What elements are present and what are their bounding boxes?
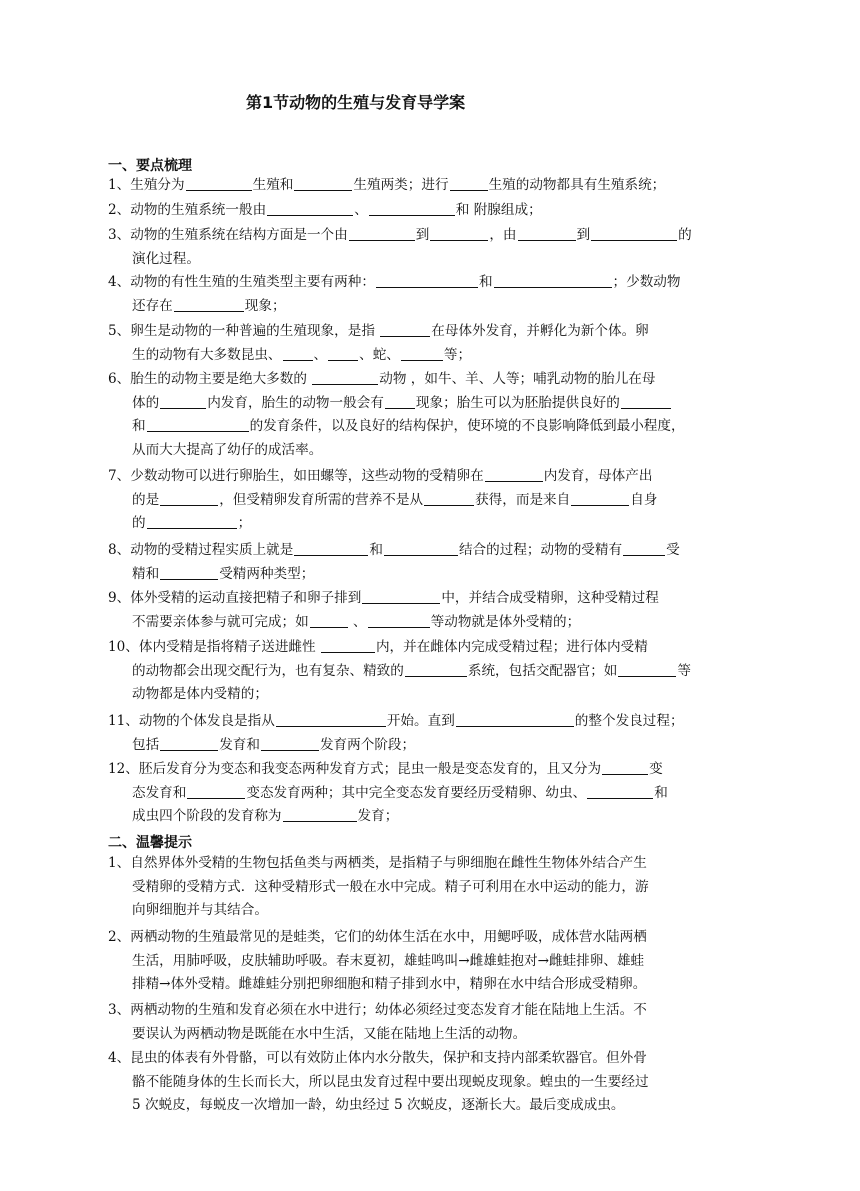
fill-blank[interactable] — [174, 296, 244, 312]
section-heading-key-points: 一、要点梳理 — [108, 158, 192, 174]
key-point-12 — [108, 758, 756, 829]
fill-blank[interactable] — [623, 540, 665, 556]
text-segment: 3、动物的生殖系统在结构方面是一个由 — [108, 227, 348, 243]
text-segment: 5、卵生是动物的一种普遍的生殖现象，是指 — [108, 323, 375, 339]
text-segment: 9、体外受精的运动直接把精子和卵子排到 — [108, 590, 362, 606]
fill-blank[interactable] — [267, 200, 353, 216]
text-segment: 变 — [649, 761, 663, 777]
fill-blank[interactable] — [369, 200, 455, 216]
fill-blank[interactable] — [160, 564, 218, 580]
text-segment: 到 — [576, 227, 591, 243]
key-point-4 — [108, 271, 756, 318]
text-segment: 受精两种类型； — [219, 565, 315, 582]
text-segment: 从而大大提高了幼仔的成活率。 — [132, 441, 323, 458]
fill-blank[interactable] — [430, 225, 488, 241]
text-segment: 的动物都会出现交配行为，也有复杂、精致的 — [132, 662, 404, 679]
fill-blank[interactable] — [401, 345, 443, 361]
text-line: 5 次蜕皮，每蜕皮一次增加一龄，幼虫经过 5 次蜕皮，逐渐长大。最后变成成虫。 — [132, 1097, 625, 1113]
text-segment: 7、少数动物可以进行卵胎生，如田螺等，这些动物的受精卵在 — [108, 468, 484, 484]
text-line: 3、两栖动物的生殖和发育必须在水中进行；幼体必须经过变态发育才能在陆地上生活。不 — [108, 1002, 647, 1018]
text-segment: 8、动物的受精过程实质上就是 — [108, 542, 294, 558]
text-segment: 的发育条件，以及良好的结构保护，使环境的不良影响降低到最小程度， — [249, 418, 685, 434]
text-line: 1、自然界体外受精的生物包括鱼类与两栖类，是指精子与卵细胞在雌性生物体外结合产生 — [108, 855, 647, 871]
text-line: 要误认为两栖动物是既能在水中生活，又能在陆地上生活的动物。 — [132, 1025, 527, 1042]
fill-blank[interactable] — [424, 490, 474, 506]
fill-blank[interactable] — [456, 711, 574, 727]
text-segment: 生的动物有大多数昆虫、 — [132, 346, 282, 363]
fill-blank[interactable] — [618, 661, 676, 677]
text-segment: 内发育，胎生的动物一般会有 — [207, 394, 384, 411]
fill-blank[interactable] — [405, 661, 467, 677]
tip-2 — [108, 926, 756, 997]
text-segment: 不需要亲体参与就可完成；如 — [132, 613, 309, 630]
fill-blank[interactable] — [376, 272, 478, 288]
fill-blank[interactable] — [294, 175, 352, 191]
text-segment: 、 — [354, 202, 368, 218]
text-segment: 和 — [369, 542, 383, 558]
key-point-9 — [108, 587, 756, 634]
text-segment: 受 — [666, 542, 680, 558]
key-point-2 — [108, 199, 756, 223]
fill-blank[interactable] — [261, 735, 319, 751]
text-line: 2、两栖动物的生殖最常见的是蛙类，它们的幼体生活在水中，用鳃呼吸，成体营水陆两栖 — [108, 929, 647, 945]
fill-blank[interactable] — [321, 637, 375, 653]
text-segment: 内，并在雌体内完成受精过程；进行体内受精 — [375, 639, 648, 655]
text-segment: 现象； — [244, 297, 286, 314]
text-segment: 的是 — [132, 491, 160, 508]
text-segment: 6、胎生的动物主要是绝大多数的 — [108, 371, 307, 387]
fill-blank[interactable] — [380, 321, 430, 337]
fill-blank[interactable] — [310, 612, 348, 628]
page-title: 第1节动物的生殖与发育导学案 — [246, 93, 466, 112]
fill-blank[interactable] — [571, 490, 629, 506]
text-segment: 变态发育两种；其中完全变态发育要经历受精卵、幼虫、 — [246, 784, 587, 801]
text-segment: 和 附腺组成； — [455, 202, 542, 218]
text-segment: 生殖的动物都具有生殖系统； — [488, 177, 666, 193]
fill-blank[interactable] — [160, 393, 206, 409]
text-segment: 和 — [478, 274, 493, 290]
text-segment: 还存在 — [132, 297, 173, 314]
fill-blank[interactable] — [294, 540, 368, 556]
text-line: 向卵细胞并与其结合。 — [132, 902, 268, 918]
fill-blank[interactable] — [160, 735, 218, 751]
text-line: 4、昆虫的体表有外骨骼，可以有效防止体内水分散失，保护和支持内部柔软器官。但外骨 — [108, 1050, 647, 1066]
key-point-11 — [108, 710, 756, 757]
text-segment: 等； — [443, 346, 472, 363]
text-segment: 动物都是体内受精的； — [132, 686, 268, 702]
text-segment: 的整个发良过程； — [574, 713, 684, 729]
text-segment: 结合的过程；动物的受精有 — [458, 542, 623, 558]
text-segment: 生殖和 — [252, 177, 294, 193]
fill-blank[interactable] — [283, 345, 313, 361]
tip-4 — [108, 1047, 756, 1118]
text-segment: 11、动物的个体发良是指从 — [108, 713, 275, 729]
text-segment: 体的 — [132, 394, 160, 411]
text-segment: 、蛇、 — [359, 346, 400, 363]
key-point-5 — [108, 320, 756, 367]
text-segment: 1、生殖分为 — [108, 177, 185, 193]
text-line: 排精→体外受精。雌雄蛙分别把卵细胞和精子排到水中，精卵在水中结合形成受精卵。 — [132, 976, 647, 992]
text-line: 受精卵的受精方式．这种受精形式一般在水中完成。精子可利用在水中运动的能力，游 — [132, 878, 649, 895]
text-segment: 等动物就是体外受精的； — [430, 613, 581, 630]
text-segment: 发育两个阶段； — [319, 736, 416, 753]
text-segment: 中，并结合成受精卵，这种受精过程 — [441, 590, 659, 606]
fill-blank[interactable] — [384, 540, 458, 556]
text-segment: 现象；胎生可以为胚胎提供良好的 — [415, 394, 620, 411]
fill-blank[interactable] — [283, 806, 357, 822]
key-point-8 — [108, 539, 756, 586]
text-line: 骼不能随身体的生长而长大，所以昆虫发育过程中要出现蜕皮现象。蝗虫的一生要经过 — [132, 1073, 649, 1090]
text-segment: 自身 — [630, 491, 658, 508]
section-heading-tips: 二、温馨提示 — [108, 835, 192, 851]
fill-blank[interactable] — [349, 225, 415, 241]
text-segment: 获得，而是来自 — [475, 491, 571, 508]
text-segment: 动物 ，如牛、羊、人等；哺乳动物的胎儿在母 — [379, 371, 656, 387]
fill-blank[interactable] — [187, 783, 245, 799]
text-segment: 系统，包括交配器官；如 — [467, 662, 618, 679]
tip-3 — [108, 999, 756, 1046]
key-point-3 — [108, 224, 756, 271]
text-segment: 的 — [132, 515, 146, 531]
text-line: 生活，用肺呼吸，皮肤辅助呼吸。春末夏初，雄蛙鸣叫→雌雄蛙抱对→雌蛙排卵、雄蛙 — [132, 952, 645, 969]
text-segment: 发育和 — [219, 736, 260, 753]
text-segment: 生殖两类；进行 — [353, 177, 449, 193]
fill-blank[interactable] — [368, 612, 430, 628]
text-segment: 和 — [654, 784, 668, 801]
text-segment: 、 — [348, 613, 367, 630]
fill-blank[interactable] — [587, 783, 653, 799]
fill-blank[interactable] — [591, 225, 677, 241]
text-segment: 精和 — [132, 565, 160, 582]
text-segment: 内发育，母体产出 — [543, 468, 653, 484]
text-segment: 12、胚后发育分为变态和我变态两种发育方式；昆虫一般是变态发育的，且又分为 — [108, 761, 602, 777]
fill-blank[interactable] — [147, 416, 249, 432]
fill-blank[interactable] — [621, 393, 671, 409]
text-segment: 2、动物的生殖系统一般由 — [108, 202, 267, 218]
fill-blank[interactable] — [450, 175, 488, 191]
text-segment: 在母体外发育，并孵化为新个体。卵 — [431, 323, 649, 339]
text-segment: ；少数动物 — [612, 274, 681, 290]
fill-blank[interactable] — [186, 175, 252, 191]
text-segment: 成虫四个阶段的发育称为 — [132, 808, 282, 824]
text-segment: 态发育和 — [132, 784, 187, 801]
text-segment: 包括 — [132, 736, 160, 753]
text-segment: 、 — [313, 346, 328, 363]
fill-blank[interactable] — [602, 759, 648, 775]
text-segment: ，由 — [489, 227, 517, 243]
fill-blank[interactable] — [276, 711, 386, 727]
key-point-10 — [108, 636, 756, 707]
fill-blank[interactable] — [485, 466, 543, 482]
key-point-7 — [108, 465, 756, 536]
tip-1 — [108, 852, 756, 923]
fill-blank[interactable] — [147, 513, 237, 529]
fill-blank[interactable] — [328, 345, 358, 361]
text-segment: 开始。直到 — [386, 713, 455, 729]
text-segment: 4、动物的有性生殖的生殖类型主要有两种： — [108, 274, 375, 290]
key-point-1 — [108, 174, 756, 198]
fill-blank[interactable] — [362, 588, 440, 604]
text-segment: 演化过程。 — [132, 250, 200, 267]
fill-blank[interactable] — [160, 490, 218, 506]
text-segment: 10、体内受精是指将精子送进雌性 — [108, 639, 316, 655]
fill-blank[interactable] — [494, 272, 612, 288]
text-segment: 到 — [415, 227, 430, 243]
key-point-6 — [108, 368, 756, 462]
fill-blank[interactable] — [518, 225, 576, 241]
text-segment: ，但受精卵发育所需的营养不是从 — [219, 491, 424, 508]
fill-blank[interactable] — [312, 369, 378, 385]
text-segment: 发育； — [357, 808, 399, 824]
text-segment: 等 — [677, 662, 691, 679]
text-segment: 的 — [678, 227, 692, 243]
text-segment: 和 — [132, 418, 146, 434]
fill-blank[interactable] — [385, 393, 415, 409]
text-segment: ； — [237, 515, 252, 531]
